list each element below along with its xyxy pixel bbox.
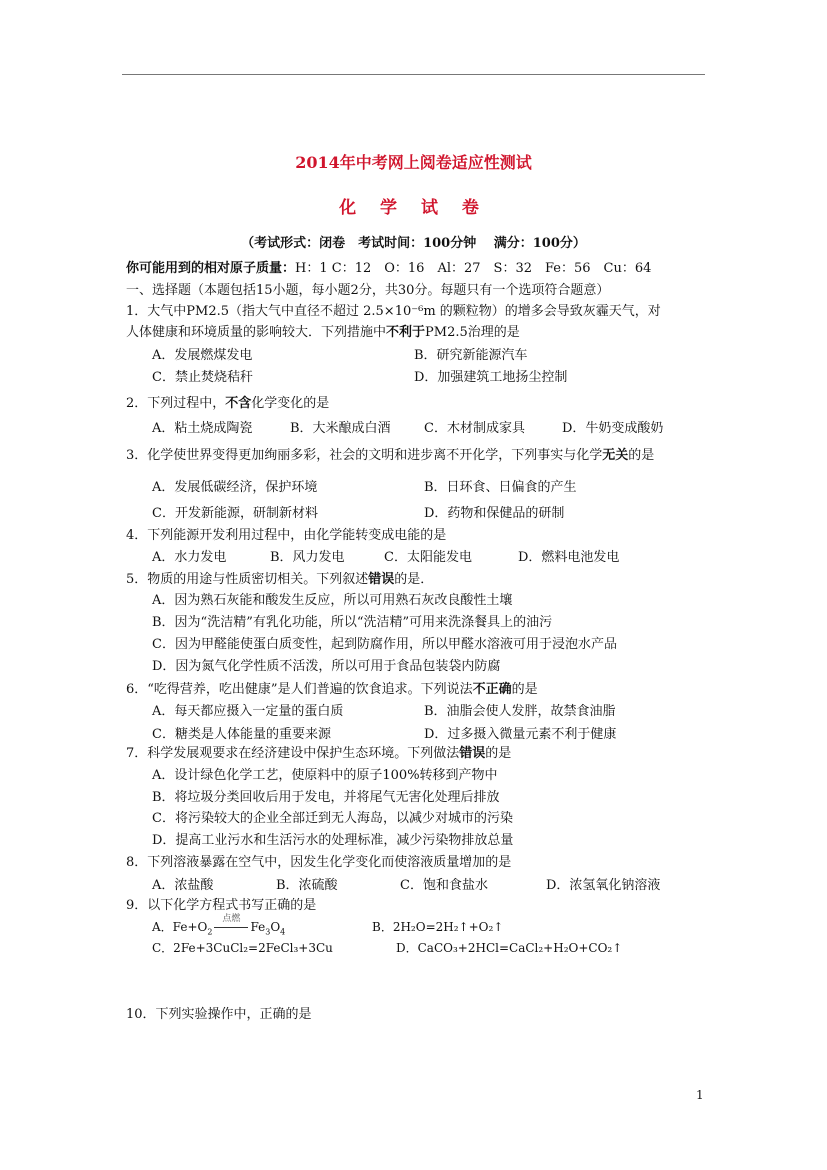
q10-stem: 10．下列实验操作中，正确的是	[126, 1007, 312, 1022]
q6-stem	[126, 678, 538, 697]
atomic-mass-label: 你可能用到的相对原子质量：	[126, 261, 296, 276]
exam-info: （考试形式：闭卷 考试时间：100分钟 满分：100分）	[241, 236, 586, 251]
q7-option-d: D．提高工业污水和生活污水的处理标准，减少污染物排放总量	[152, 833, 514, 848]
q7-stem-emphasis: 错误	[459, 746, 486, 761]
q1-stem-emphasis: 不利于	[386, 325, 426, 340]
q5-stem-text-end: 的是．	[394, 572, 434, 587]
q9-a-condition: 点燃	[222, 914, 241, 924]
q2-option-c: C．木材制成家具	[424, 421, 525, 436]
q3-stem	[126, 444, 654, 463]
q6-option-a: A．每天都应摄入一定量的蛋白质	[152, 704, 344, 719]
q5-option-a: A．因为熟石灰能和酸发生反应，所以可用熟石灰改良酸性土壤	[152, 593, 513, 608]
exam-title: 2014年中考网上阅卷适应性测试	[295, 153, 532, 172]
q9-option-d: D．CaCO₃+2HCl=CaCl₂+H₂O+CO₂↑	[396, 941, 623, 955]
q5-stem	[126, 568, 433, 587]
q3-option-c: C．开发新能源，研制新材料	[152, 506, 318, 521]
page-number: 1	[696, 1088, 704, 1102]
q2-stem	[126, 392, 329, 411]
q5-option-d: D．因为氮气化学性质不活泼，所以可用于食品包装袋内防腐	[152, 659, 501, 674]
q3-stem-emphasis: 无关	[602, 448, 629, 463]
atomic-mass-line	[126, 257, 651, 276]
q7-stem-text-end: 的是	[485, 746, 512, 761]
q1-stem-line2	[126, 321, 520, 340]
q8-option-d: D．浓氢氧化钠溶液	[546, 878, 661, 893]
q7-stem	[126, 742, 511, 761]
q8-stem: 8．下列溶液暴露在空气中，因发生化学变化而使溶液质量增加的是	[126, 855, 512, 870]
q1-stem-text: 人体健康和环境质量的影响较大．下列措施中	[126, 325, 387, 340]
q1-stem-text-end: PM2.5治理的是	[425, 325, 520, 340]
q1-stem-line1: 1．大气中PM2.5（指大气中直径不超过 2.5×10⁻⁶m 的颗粒物）的增多会导致灰霾天气，对	[126, 304, 661, 319]
q4-option-a: A．水力发电	[152, 550, 227, 565]
q2-option-b: B．大米酿成白酒	[290, 421, 391, 436]
q1-option-d: D．加强建筑工地扬尘控制	[414, 370, 568, 385]
q8-option-a: A．浓盐酸	[152, 878, 214, 893]
q9-a-arrow	[212, 914, 250, 934]
q1-option-a: A．发展燃煤发电	[152, 348, 253, 363]
q9-a-subscript2: 3	[265, 927, 271, 937]
q9-a-product: Fe	[250, 920, 266, 934]
q5-option-b: B．因为“洗洁精”有乳化功能，所以“洗洁精”可用来洗涤餐具上的油污	[152, 615, 553, 630]
q6-option-c: C．糖类是人体能量的重要来源	[152, 727, 331, 742]
q7-option-c: C．将污染较大的企业全部迁到无人海岛，以减少对城市的污染	[152, 811, 513, 826]
exam-subtitle: 化 学 试 卷	[339, 198, 488, 218]
q3-option-a: A．发展低碳经济，保护环境	[152, 480, 318, 495]
q6-option-b: B．油脂会使人发胖，故禁食油脂	[424, 704, 616, 719]
section-heading: 一、选择题（本题包括15小题，每小题2分，共30分。每题只有一个选项符合题意）	[126, 283, 610, 298]
q9-option-a	[152, 914, 286, 937]
q7-stem-text: 7．科学发展观要求在经济建设中保护生态环境。下列做法	[126, 746, 460, 761]
header-rule	[122, 74, 705, 75]
q1-option-c: C．禁止焚烧秸秆	[152, 370, 253, 385]
q6-stem-emphasis: 不正确	[472, 682, 512, 697]
q9-a-subscript: 2	[207, 927, 213, 937]
q3-stem-text-end: 的是	[628, 448, 655, 463]
q3-option-d: D．药物和保健品的研制	[424, 506, 565, 521]
q6-option-d: D．过多摄入微量元素不利于健康	[424, 727, 617, 742]
q2-stem-emphasis: 不含	[225, 396, 252, 411]
q9-a-subscript3: 4	[280, 927, 286, 937]
q9-stem: 9．以下化学方程式书写正确的是	[126, 898, 317, 913]
q1-option-b: B．研究新能源汽车	[414, 348, 528, 363]
q2-option-a: A．粘土烧成陶瓷	[152, 421, 253, 436]
q5-option-c: C．因为甲醛能使蛋白质变性，起到防腐作用，所以甲醛水溶液可用于浸泡水产品	[152, 637, 617, 652]
q3-option-b: B．日环食、日偏食的产生	[424, 480, 577, 495]
q5-stem-emphasis: 错误	[368, 572, 395, 587]
q4-stem: 4．下列能源开发利用过程中，由化学能转变成电能的是	[126, 528, 447, 543]
q4-option-c: C．太阳能发电	[384, 550, 472, 565]
q7-option-a: A．设计绿色化学工艺，使原料中的原子100%转移到产物中	[152, 768, 498, 783]
q9-option-b: B．2H₂O=2H₂↑+O₂↑	[372, 920, 504, 934]
q6-stem-text: 6．“吃得营养，吃出健康”是人们普遍的饮食追求。下列说法	[126, 682, 473, 697]
atomic-mass-values: H：1 C：12 O：16 Al：27 S：32 Fe：56 Cu：64	[295, 261, 652, 276]
q9-a-reactants: A．Fe+O	[152, 920, 208, 934]
q9-a-product-o: O	[270, 920, 281, 934]
q3-stem-text: 3．化学使世界变得更加绚丽多彩，社会的文明和进步离不开化学，下列事实与化学	[126, 448, 603, 463]
q2-stem-text: 2．下列过程中，	[126, 396, 226, 411]
q8-option-b: B．浓硫酸	[276, 878, 338, 893]
q4-option-d: D．燃料电池发电	[518, 550, 620, 565]
q5-stem-text: 5．物质的用途与性质密切相关。下列叙述	[126, 572, 369, 587]
q2-stem-text-end: 化学变化的是	[251, 396, 330, 411]
q4-option-b: B．风力发电	[270, 550, 345, 565]
q8-option-c: C．饱和食盐水	[400, 878, 488, 893]
q7-option-b: B．将垃圾分类回收后用于发电，并将尾气无害化处理后排放	[152, 790, 500, 805]
q6-stem-text-end: 的是	[511, 682, 538, 697]
q2-option-d: D．牛奶变成酸奶	[562, 421, 664, 436]
q9-option-c: C．2Fe+3CuCl₂=2FeCl₃+3Cu	[152, 941, 333, 955]
